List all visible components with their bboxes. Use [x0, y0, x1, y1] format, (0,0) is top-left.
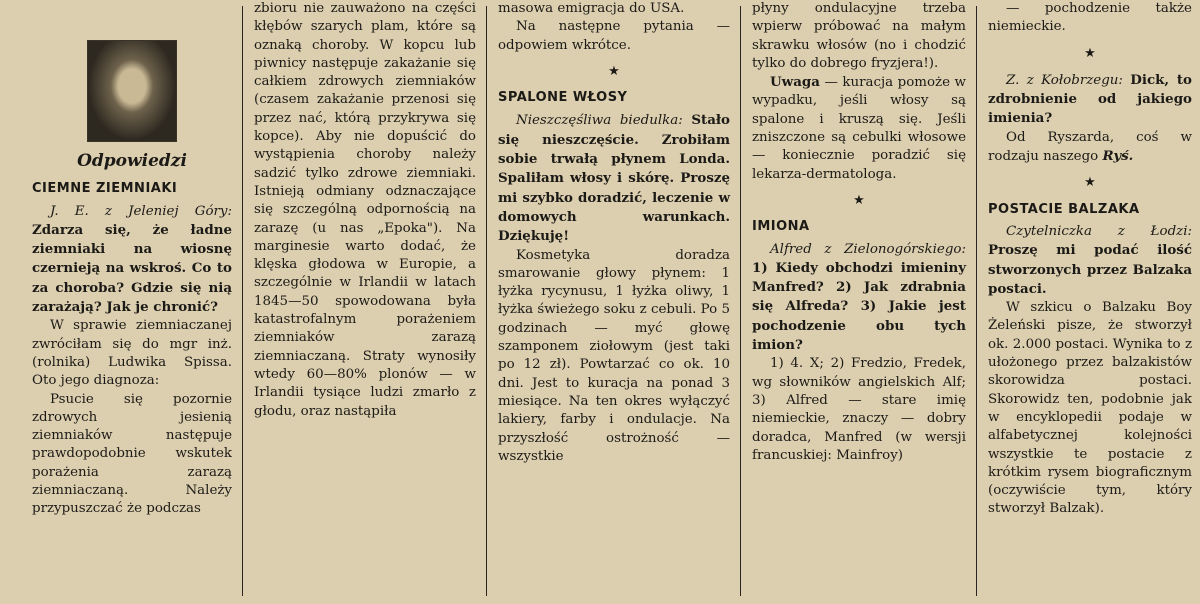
letter-sender: J. E. z Jeleniej Góry: — [50, 203, 232, 219]
section-title: Odpowiedzi — [77, 151, 187, 171]
column-rule — [976, 6, 977, 596]
answer-continuation: — pochodzenie także niemieckie. — [988, 1, 1192, 35]
letter-sender: Z. z Kołobrzegu: — [1006, 72, 1123, 88]
reader-question: Proszę mi podać ilość stworzonych przez Balzaka postaci. — [988, 242, 1192, 297]
reader-question: Zdarza się, że ładne ziemniaki na wiosnę czernieją na wskroś. Co to za choroba? Gdzie się nią zarażają? Jak je chronić? — [32, 221, 232, 316]
answer-name: Ryś. — [1102, 148, 1134, 165]
reader-question: Stało się nieszczęście. Zrobiłam sobie trwałą płynem Londa. Spaliłam włosy i skórę. Proszę mi szybko doradzić, leczenie w domowych warunkach. Dziękuję! — [498, 112, 730, 245]
column-rule — [740, 6, 741, 596]
column-5 — [978, 0, 1200, 604]
answer-text: Od Ryszarda, coś w rodzaju naszego — [988, 129, 1192, 165]
separator-star: ★ — [1084, 45, 1096, 61]
note-label: Uwaga — [770, 74, 820, 91]
column-1 — [22, 40, 240, 604]
note-text: — kuracja pomoże w wypadku, jeśli włosy są spalone i kruszą się. Jeśli zniszczone są cebulki włosowe — koniecznie poradzić się lekarza-dermatologa. — [752, 75, 966, 182]
next-questions-note: Na następne pytania — odpowiem wkrótce. — [498, 19, 730, 53]
answer-text: Kosmetyka doradza smarowanie głowy płynem: 1 łyżka rycynusu, 1 łyżka oliwy, 1 łyżka świeżego soku z cebuli. Po 5 godzinach — myć głowę szamponem ziołowym (jest taki po 12 zł). Powtarzać co ok. 10 dni. Jest to kuracja na ponad 3 miesiące. Na ten okres wyłączyć lakiery, farby i ondulacje. Na przyszłość ostrożność — wszystkie — [498, 247, 730, 464]
heading-imiona: IMIONA — [752, 219, 810, 235]
column-4 — [742, 0, 974, 604]
separator-star: ★ — [853, 192, 865, 208]
heading-postacie-balzaka: POSTACIE BALZAKA — [988, 201, 1140, 217]
reader-question: Dick, to zdrobnienie od jakiego imienia? — [988, 71, 1192, 127]
heading-spalone-wlosy: SPALONE WŁOSY — [498, 90, 628, 106]
answer-continuation: zbioru nie zauważono na części kłębów szarych plam, które są oznaką choroby. W kopcu lub piwnicy następuje zakażanie się całkiem zdrowych ziemniaków (czasem zakażanie przenosi się przez nać, którą przykrywa się kopce). Aby nie dopuścić do wystąpienia choroby należy sadzić tylko zdrowe ziemniaki. Istnieją odmiany odznaczające się szczególną odpornością na zarazę (u nas „Epoka"). Na marginesie warto dodać, że klęska głodowa w Europie, a szczególnie w Irlandii w latach 1845—50 spowodowana była katastrofalnym porażeniem ziemniaków zarazą ziemniaczaną. Straty wynosiły wtedy 60—80% plonów — w Irlandii tysiące ludzi zmarło z głodu, oraz nastąpiła — [254, 1, 476, 419]
reader-question: 1) Kiedy obchodzi imieniny Manfred? 2) Jak zdrabnia się Alfreda? 3) Jakie jest pochodzenie obu tych imion? — [752, 259, 966, 354]
reply-intro: W sprawie ziemniaczanej zwróciłam się do mgr inż. (rolnika) Ludwika Spissa. Oto jego diagnoza: — [32, 318, 232, 389]
letter-sender: Czytelniczka z Łodzi: — [1006, 223, 1192, 239]
letter-sender: Nieszczęśliwa biedulka: — [516, 113, 683, 129]
answer-continuation: masowa emigracja do USA. — [498, 1, 685, 16]
answer-continuation: płyny ondulacyjne trzeba wpierw próbować na małym skrawku włosów (no i chodzić tylko do dobrego fryzjera!). — [752, 1, 966, 71]
heading-ciemne-ziemniaki: CIEMNE ZIEMNIAKI — [32, 181, 178, 197]
author-portrait-photo — [87, 40, 177, 142]
separator-star: ★ — [1084, 175, 1096, 191]
column-2 — [244, 0, 484, 604]
answer-text: Psucie się pozornie zdrowych jesienią ziemniaków następuje prawdopodobnie wskutek porażenia zarazą ziemniaczaną. Należy przypuszczać że podczas — [32, 391, 232, 517]
answer-text: W szkicu o Balzaku Boy Żeleński pisze, że stworzył ok. 2.000 postaci. Wynika to z ułożonego przez balzakistów skorowidza postaci. Skorowidz ten, podobnie jak w encyklopedii podaje w alfabetycznej kolejności wszystkie te postacie z krótkim rysem biograficznym (oczywiście tym, który stworzył Balzak). — [988, 300, 1192, 517]
separator-star: ★ — [608, 63, 620, 79]
column-3 — [488, 0, 738, 604]
letter-sender: Alfred z Zielonogórskiego: — [770, 241, 966, 257]
column-rule — [242, 6, 243, 596]
column-rule — [486, 6, 487, 596]
answer-text: 1) 4. X; 2) Fredzio, Fredek, wg słowników angielskich Alf; 3) Alfred — stare imię niemieckie, znaczy — dobry doradca, Manfred (w wersji francuskiej: Mainfroy) — [752, 356, 966, 463]
